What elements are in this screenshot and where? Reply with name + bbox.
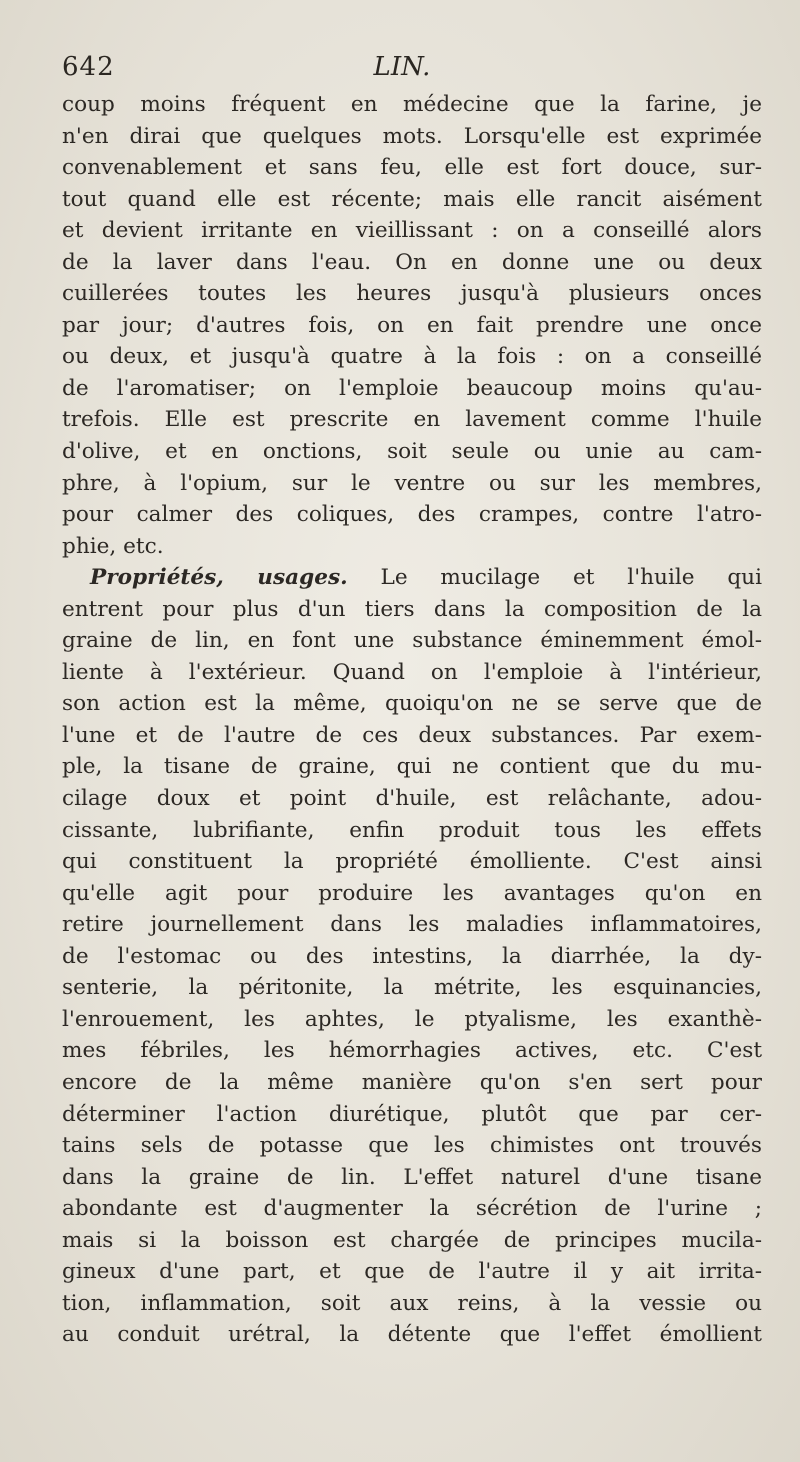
text-line: au conduit urétral, la détente que l'effet émollient	[62, 1322, 762, 1348]
text-line: qu'elle agit pour produire les avantages qu'on en	[62, 880, 762, 906]
page-number: 642	[62, 52, 115, 82]
text-line: phie, etc.	[62, 533, 164, 559]
text-line: de l'aromatiser; on l'emploie beaucoup moins qu'au-	[62, 375, 762, 401]
text-line: d'olive, et en onctions, soit seule ou unie au cam-	[62, 439, 762, 465]
text-line: son action est la même, quoiqu'on ne se serve que de	[62, 691, 762, 717]
text-line: tains sels de potasse que les chimistes ont trouvés	[62, 1133, 762, 1159]
text-line: phre, à l'opium, sur le ventre ou sur les membres,	[62, 470, 762, 496]
running-head: LIN.	[373, 52, 431, 82]
text-line: retire journellement dans les maladies inflammatoires,	[62, 912, 762, 938]
text-line: tout quand elle est récente; mais elle rancit aisément	[62, 186, 762, 212]
text-line: convenablement et sans feu, elle est fort douce, sur-	[62, 155, 762, 181]
text-line: mes fébriles, les hémorrhagies actives, etc. C'est	[62, 1038, 762, 1064]
text-line: senterie, la péritonite, la métrite, les esquinancies,	[62, 975, 762, 1001]
body-text	[62, 89, 762, 1351]
paragraph-first-line	[62, 562, 762, 594]
text-line: l'une et de l'autre de ces deux substances. Par exem-	[62, 722, 762, 748]
section-subheading: Propriétés, usages.	[90, 565, 348, 591]
text-line: liente à l'extérieur. Quand on l'emploie à l'intérieur,	[62, 659, 762, 685]
text-line: mais si la boisson est chargée de principes mucila-	[62, 1227, 762, 1253]
text-line: dans la graine de lin. L'effet naturel d'une tisane	[62, 1164, 762, 1190]
text-line: par jour; d'autres fois, on en fait prendre une once	[62, 312, 762, 338]
text-line: tion, inflammation, soit aux reins, à la vessie ou	[62, 1290, 762, 1316]
text-line: qui constituent la propriété émolliente. C'est ainsi	[62, 849, 762, 875]
text-run: Le mucilage et l'huile qui	[380, 565, 762, 591]
text-line: pour calmer des coliques, des crampes, contre l'atro-	[62, 502, 762, 528]
text-line: gineux d'une part, et que de l'autre il y ait irrita-	[62, 1259, 762, 1285]
text-line: graine de lin, en font une substance éminemment émol-	[62, 628, 762, 654]
text-line: cissante, lubrifiante, enfin produit tous les effets	[62, 817, 762, 843]
text-line: déterminer l'action diurétique, plutôt que par cer-	[62, 1101, 762, 1127]
text-line: ou deux, et jusqu'à quatre à la fois : on a conseillé	[62, 344, 762, 370]
text-line: l'enrouement, les aphtes, le ptyalisme, les exanthè-	[62, 1006, 762, 1032]
text-line: encore de la même manière qu'on s'en sert pour	[62, 1069, 762, 1095]
paragraph-1	[62, 89, 762, 562]
text-line: n'en dirai que quelques mots. Lorsqu'elle est exprimée	[62, 123, 762, 149]
text-line: entrent pour plus d'un tiers dans la composition de la	[62, 596, 762, 622]
paragraph-2	[62, 562, 762, 1351]
text-line: trefois. Elle est prescrite en lavement comme l'huile	[62, 407, 762, 433]
page-header	[62, 52, 742, 88]
text-line: abondante est d'augmenter la sécrétion de l'urine ;	[62, 1196, 762, 1222]
text-line: ple, la tisane de graine, qui ne contient que du mu-	[62, 754, 762, 780]
text-line: de la laver dans l'eau. On en donne une ou deux	[62, 249, 762, 275]
text-line: et devient irritante en vieillissant : on a conseillé alors	[62, 218, 762, 244]
text-line: coup moins fréquent en médecine que la farine, je	[62, 92, 762, 117]
text-line: de l'estomac ou des intestins, la diarrhée, la dy-	[62, 943, 762, 969]
text-line: cuillerées toutes les heures jusqu'à plusieurs onces	[62, 281, 762, 307]
text-line: cilage doux et point d'huile, est relâchante, adou-	[62, 786, 762, 812]
